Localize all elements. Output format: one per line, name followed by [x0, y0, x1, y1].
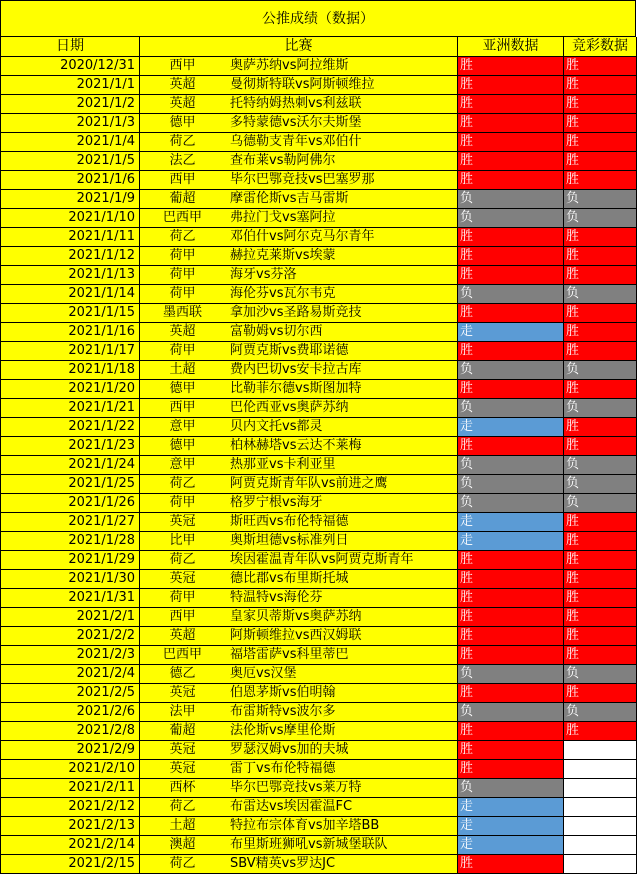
table-row: [0, 171, 637, 190]
table-row: [0, 836, 637, 855]
league-cell[interactable]: 葡超: [140, 722, 225, 741]
table-row: [0, 646, 637, 665]
date-cell[interactable]: 2021/1/21: [0, 399, 140, 418]
match-cell[interactable]: 罗瑟汉姆vs加的夫城: [225, 741, 458, 760]
lottery-result-cell[interactable]: 负: [564, 475, 637, 494]
asia-result-cell[interactable]: 胜: [458, 228, 564, 247]
date-cell[interactable]: 2021/1/30: [0, 570, 140, 589]
lottery-result-cell[interactable]: [564, 836, 637, 855]
league-cell[interactable]: 荷乙: [140, 798, 225, 817]
table-row: [0, 456, 637, 475]
league-cell[interactable]: 英超: [140, 76, 225, 95]
match-cell[interactable]: 海伦芬vs瓦尔韦克: [225, 285, 458, 304]
table-row: [0, 399, 637, 418]
league-cell[interactable]: 荷甲: [140, 247, 225, 266]
date-cell[interactable]: 2021/1/23: [0, 437, 140, 456]
match-cell[interactable]: 赫拉克莱斯vs埃蒙: [225, 247, 458, 266]
lottery-result-cell[interactable]: 胜: [564, 133, 637, 152]
date-cell[interactable]: 2021/1/31: [0, 589, 140, 608]
lottery-result-cell[interactable]: 胜: [564, 171, 637, 190]
asia-result-cell[interactable]: 胜: [458, 57, 564, 76]
asia-result-cell[interactable]: 胜: [458, 437, 564, 456]
league-cell[interactable]: 荷乙: [140, 133, 225, 152]
date-cell[interactable]: 2021/2/8: [0, 722, 140, 741]
match-cell[interactable]: 皇家贝蒂斯vs奥萨苏纳: [225, 608, 458, 627]
lottery-result-cell[interactable]: [564, 817, 637, 836]
lottery-result-cell[interactable]: 负: [564, 494, 637, 513]
date-cell[interactable]: 2021/1/26: [0, 494, 140, 513]
league-cell[interactable]: 意甲: [140, 456, 225, 475]
lottery-result-cell[interactable]: 负: [564, 703, 637, 722]
date-cell[interactable]: 2021/2/11: [0, 779, 140, 798]
table-row: [0, 323, 637, 342]
league-cell[interactable]: 德乙: [140, 665, 225, 684]
lottery-result-cell[interactable]: 胜: [564, 532, 637, 551]
date-cell[interactable]: 2021/2/2: [0, 627, 140, 646]
date-cell[interactable]: 2021/1/17: [0, 342, 140, 361]
table-row: [0, 722, 637, 741]
lottery-result-cell[interactable]: 负: [564, 456, 637, 475]
match-cell[interactable]: 邓伯什vs阿尔克马尔青年: [225, 228, 458, 247]
league-cell[interactable]: 比甲: [140, 532, 225, 551]
asia-result-cell[interactable]: 负: [458, 399, 564, 418]
league-cell[interactable]: 荷甲: [140, 342, 225, 361]
date-cell[interactable]: 2021/2/10: [0, 760, 140, 779]
league-cell[interactable]: 英冠: [140, 760, 225, 779]
asia-result-cell[interactable]: 胜: [458, 589, 564, 608]
table-row: [0, 95, 637, 114]
match-cell[interactable]: 格罗宁根vs海牙: [225, 494, 458, 513]
match-cell[interactable]: 雷丁vs布伦特福德: [225, 760, 458, 779]
asia-result-cell[interactable]: 走: [458, 798, 564, 817]
lottery-result-cell[interactable]: 胜: [564, 380, 637, 399]
match-cell[interactable]: 德比郡vs布里斯托城: [225, 570, 458, 589]
table-row: [0, 342, 637, 361]
date-cell[interactable]: 2021/1/5: [0, 152, 140, 171]
asia-result-cell[interactable]: 胜: [458, 741, 564, 760]
table-row: [0, 589, 637, 608]
table-row: [0, 418, 637, 437]
match-cell[interactable]: 奥厄vs汉堡: [225, 665, 458, 684]
table-row: [0, 247, 637, 266]
lottery-result-cell[interactable]: 胜: [564, 266, 637, 285]
league-cell[interactable]: 英超: [140, 627, 225, 646]
asia-result-cell[interactable]: 胜: [458, 627, 564, 646]
table-row: [0, 627, 637, 646]
asia-result-cell[interactable]: 胜: [458, 342, 564, 361]
lottery-result-cell[interactable]: 负: [564, 190, 637, 209]
asia-result-cell[interactable]: 胜: [458, 684, 564, 703]
asia-result-cell[interactable]: 走: [458, 323, 564, 342]
asia-result-cell[interactable]: 负: [458, 361, 564, 380]
match-cell[interactable]: 特温特vs海伦芬: [225, 589, 458, 608]
date-cell[interactable]: 2021/1/4: [0, 133, 140, 152]
asia-result-cell[interactable]: 负: [458, 456, 564, 475]
date-cell[interactable]: 2021/1/6: [0, 171, 140, 190]
asia-result-cell[interactable]: 走: [458, 836, 564, 855]
match-cell[interactable]: 乌德勒支青年vs邓伯什: [225, 133, 458, 152]
date-cell[interactable]: 2021/2/5: [0, 684, 140, 703]
lottery-result-cell[interactable]: 负: [564, 399, 637, 418]
date-cell[interactable]: 2021/1/11: [0, 228, 140, 247]
lottery-result-cell[interactable]: 负: [564, 361, 637, 380]
lottery-result-cell[interactable]: [564, 760, 637, 779]
table-row: [0, 684, 637, 703]
table-row: [0, 266, 637, 285]
match-cell[interactable]: 阿贾克斯青年队vs前进之鹰: [225, 475, 458, 494]
match-cell[interactable]: 斯旺西vs布伦特福德: [225, 513, 458, 532]
date-cell[interactable]: 2021/1/14: [0, 285, 140, 304]
asia-result-cell[interactable]: 胜: [458, 608, 564, 627]
table-row: [0, 817, 637, 836]
date-cell[interactable]: 2021/1/16: [0, 323, 140, 342]
match-cell[interactable]: 曼彻斯特联vs阿斯顿维拉: [225, 76, 458, 95]
league-cell[interactable]: 德甲: [140, 437, 225, 456]
league-cell[interactable]: 英超: [140, 323, 225, 342]
match-cell[interactable]: 特拉布宗体育vs加辛塔BB: [225, 817, 458, 836]
asia-result-cell[interactable]: 负: [458, 779, 564, 798]
date-cell[interactable]: 2021/1/12: [0, 247, 140, 266]
asia-result-cell[interactable]: 胜: [458, 171, 564, 190]
asia-result-cell[interactable]: 胜: [458, 646, 564, 665]
lottery-result-cell[interactable]: 胜: [564, 152, 637, 171]
header-match[interactable]: 比赛: [140, 37, 458, 57]
league-cell[interactable]: 西甲: [140, 608, 225, 627]
date-cell[interactable]: 2021/1/18: [0, 361, 140, 380]
league-cell[interactable]: 荷甲: [140, 285, 225, 304]
lottery-result-cell[interactable]: 胜: [564, 513, 637, 532]
date-cell[interactable]: 2021/2/3: [0, 646, 140, 665]
lottery-result-cell[interactable]: 胜: [564, 589, 637, 608]
lottery-result-cell[interactable]: [564, 855, 637, 874]
date-cell[interactable]: 2021/1/27: [0, 513, 140, 532]
match-cell[interactable]: 埃因霍温青年队vs阿贾克斯青年: [225, 551, 458, 570]
match-cell[interactable]: 阿贾克斯vs费耶诺德: [225, 342, 458, 361]
match-cell[interactable]: 布雷斯特vs波尔多: [225, 703, 458, 722]
date-cell[interactable]: 2021/1/25: [0, 475, 140, 494]
date-cell[interactable]: 2021/1/13: [0, 266, 140, 285]
date-cell[interactable]: 2021/2/15: [0, 855, 140, 874]
lottery-result-cell[interactable]: 胜: [564, 418, 637, 437]
asia-result-cell[interactable]: 胜: [458, 247, 564, 266]
league-cell[interactable]: 英超: [140, 95, 225, 114]
table-row: [0, 209, 637, 228]
table-row: [0, 703, 637, 722]
asia-result-cell[interactable]: 负: [458, 494, 564, 513]
league-cell[interactable]: 葡超: [140, 190, 225, 209]
asia-result-cell[interactable]: 胜: [458, 133, 564, 152]
league-cell[interactable]: 墨西联: [140, 304, 225, 323]
league-cell[interactable]: 荷乙: [140, 855, 225, 874]
match-cell[interactable]: 费内巴切vs安卡拉古库: [225, 361, 458, 380]
match-cell[interactable]: 伯恩茅斯vs伯明翰: [225, 684, 458, 703]
asia-result-cell[interactable]: 胜: [458, 855, 564, 874]
match-cell[interactable]: SBV精英vs罗达JC: [225, 855, 458, 874]
lottery-result-cell[interactable]: 胜: [564, 95, 637, 114]
date-cell[interactable]: 2021/2/1: [0, 608, 140, 627]
league-cell[interactable]: 西杯: [140, 779, 225, 798]
match-cell[interactable]: 弗拉门戈vs塞阿拉: [225, 209, 458, 228]
table-row: [0, 532, 637, 551]
date-cell[interactable]: 2021/2/14: [0, 836, 140, 855]
league-cell[interactable]: 法甲: [140, 703, 225, 722]
lottery-result-cell[interactable]: 负: [564, 209, 637, 228]
lottery-result-cell[interactable]: 胜: [564, 342, 637, 361]
table-row: [0, 475, 637, 494]
match-cell[interactable]: 奥萨苏纳vs阿拉维斯: [225, 57, 458, 76]
lottery-result-cell[interactable]: 胜: [564, 76, 637, 95]
match-cell[interactable]: 贝内文托vs都灵: [225, 418, 458, 437]
lottery-result-cell[interactable]: 胜: [564, 304, 637, 323]
league-cell[interactable]: 英冠: [140, 684, 225, 703]
match-cell[interactable]: 柏林赫塔vs云达不莱梅: [225, 437, 458, 456]
table-row: [0, 304, 637, 323]
match-cell[interactable]: 阿斯顿维拉vs西汉姆联: [225, 627, 458, 646]
league-cell[interactable]: 英冠: [140, 513, 225, 532]
date-cell[interactable]: 2021/1/28: [0, 532, 140, 551]
league-cell[interactable]: 德甲: [140, 380, 225, 399]
lottery-result-cell[interactable]: 胜: [564, 57, 637, 76]
asia-result-cell[interactable]: 走: [458, 532, 564, 551]
table-row: [0, 741, 637, 760]
asia-result-cell[interactable]: 胜: [458, 114, 564, 133]
league-cell[interactable]: 意甲: [140, 418, 225, 437]
lottery-result-cell[interactable]: 胜: [564, 608, 637, 627]
match-cell[interactable]: 热那亚vs卡利亚里: [225, 456, 458, 475]
table-row: [0, 190, 637, 209]
asia-result-cell[interactable]: 胜: [458, 760, 564, 779]
table-row: [0, 361, 637, 380]
sheet-title: 公推成绩（数据）: [0, 0, 636, 37]
league-cell[interactable]: 法乙: [140, 152, 225, 171]
league-cell[interactable]: 土超: [140, 361, 225, 380]
league-cell[interactable]: 西甲: [140, 171, 225, 190]
date-cell[interactable]: 2021/2/9: [0, 741, 140, 760]
date-cell[interactable]: 2021/1/1: [0, 76, 140, 95]
match-cell[interactable]: 多特蒙德vs沃尔夫斯堡: [225, 114, 458, 133]
table-row: [0, 228, 637, 247]
table-row: [0, 760, 637, 779]
match-cell[interactable]: 布里斯班狮吼vs新城堡联队: [225, 836, 458, 855]
match-cell[interactable]: 摩雷伦斯vs吉马雷斯: [225, 190, 458, 209]
lottery-result-cell[interactable]: 胜: [564, 228, 637, 247]
header-date[interactable]: 日期: [0, 37, 140, 57]
match-cell[interactable]: 毕尔巴鄂竞技vs巴塞罗那: [225, 171, 458, 190]
table-row: [0, 76, 637, 95]
table-row: [0, 855, 637, 874]
asia-result-cell[interactable]: 胜: [458, 570, 564, 589]
table-row: [0, 798, 637, 817]
league-cell[interactable]: 巴西甲: [140, 209, 225, 228]
table-row: [0, 114, 637, 133]
asia-result-cell[interactable]: 胜: [458, 380, 564, 399]
table-row: [0, 152, 637, 171]
table-row: [0, 513, 637, 532]
league-cell[interactable]: 澳超: [140, 836, 225, 855]
asia-result-cell[interactable]: 胜: [458, 152, 564, 171]
lottery-result-cell[interactable]: 胜: [564, 684, 637, 703]
lottery-result-cell[interactable]: 胜: [564, 722, 637, 741]
lottery-result-cell[interactable]: 胜: [564, 114, 637, 133]
lottery-result-cell[interactable]: 胜: [564, 551, 637, 570]
date-cell[interactable]: 2021/1/29: [0, 551, 140, 570]
match-cell[interactable]: 毕尔巴鄂竞技vs莱万特: [225, 779, 458, 798]
date-cell[interactable]: 2021/2/4: [0, 665, 140, 684]
date-cell[interactable]: 2021/1/24: [0, 456, 140, 475]
league-cell[interactable]: 荷乙: [140, 475, 225, 494]
date-cell[interactable]: 2021/1/10: [0, 209, 140, 228]
date-cell[interactable]: 2021/1/15: [0, 304, 140, 323]
asia-result-cell[interactable]: 走: [458, 513, 564, 532]
asia-result-cell[interactable]: 负: [458, 190, 564, 209]
lottery-result-cell[interactable]: 胜: [564, 570, 637, 589]
table-row: [0, 285, 637, 304]
header-lottery[interactable]: 竞彩数据: [564, 37, 637, 57]
asia-result-cell[interactable]: 胜: [458, 722, 564, 741]
lottery-result-cell[interactable]: 胜: [564, 247, 637, 266]
match-cell[interactable]: 海牙vs芬洛: [225, 266, 458, 285]
table-row: [0, 665, 637, 684]
asia-result-cell[interactable]: 胜: [458, 551, 564, 570]
date-cell[interactable]: 2020/12/31: [0, 57, 140, 76]
table-row: [0, 779, 637, 798]
table-row: [0, 494, 637, 513]
header-asia[interactable]: 亚洲数据: [458, 37, 564, 57]
league-cell[interactable]: 西甲: [140, 57, 225, 76]
league-cell[interactable]: 巴西甲: [140, 646, 225, 665]
asia-result-cell[interactable]: 胜: [458, 76, 564, 95]
lottery-result-cell[interactable]: [564, 741, 637, 760]
league-cell[interactable]: 荷乙: [140, 228, 225, 247]
lottery-result-cell[interactable]: 胜: [564, 627, 637, 646]
table-row: [0, 551, 637, 570]
asia-result-cell[interactable]: 走: [458, 418, 564, 437]
lottery-result-cell[interactable]: [564, 798, 637, 817]
lottery-result-cell[interactable]: 胜: [564, 437, 637, 456]
date-cell[interactable]: 2021/1/3: [0, 114, 140, 133]
match-cell[interactable]: 法伦斯vs摩里伦斯: [225, 722, 458, 741]
asia-result-cell[interactable]: 胜: [458, 266, 564, 285]
date-cell[interactable]: 2021/1/20: [0, 380, 140, 399]
asia-result-cell[interactable]: 胜: [458, 304, 564, 323]
match-cell[interactable]: 拿加沙vs圣路易斯竞技: [225, 304, 458, 323]
asia-result-cell[interactable]: 负: [458, 475, 564, 494]
asia-result-cell[interactable]: 负: [458, 703, 564, 722]
league-cell[interactable]: 荷乙: [140, 551, 225, 570]
table-row: [0, 437, 637, 456]
asia-result-cell[interactable]: 负: [458, 665, 564, 684]
date-cell[interactable]: 2021/2/13: [0, 817, 140, 836]
match-cell[interactable]: 福塔雷萨vs科里蒂巴: [225, 646, 458, 665]
asia-result-cell[interactable]: 负: [458, 209, 564, 228]
league-cell[interactable]: 西甲: [140, 399, 225, 418]
match-cell[interactable]: 查布莱vs勒阿佛尔: [225, 152, 458, 171]
asia-result-cell[interactable]: 负: [458, 285, 564, 304]
date-cell[interactable]: 2021/2/12: [0, 798, 140, 817]
match-cell[interactable]: 托特纳姆热刺vs利兹联: [225, 95, 458, 114]
match-cell[interactable]: 巴伦西亚vs奥萨苏纳: [225, 399, 458, 418]
date-cell[interactable]: 2021/1/9: [0, 190, 140, 209]
date-cell[interactable]: 2021/1/2: [0, 95, 140, 114]
league-cell[interactable]: 英冠: [140, 741, 225, 760]
match-cell[interactable]: 奥斯坦德vs标准列日: [225, 532, 458, 551]
match-cell[interactable]: 布雷达vs埃因霍温FC: [225, 798, 458, 817]
league-cell[interactable]: 土超: [140, 817, 225, 836]
league-cell[interactable]: 荷甲: [140, 266, 225, 285]
lottery-result-cell[interactable]: 负: [564, 665, 637, 684]
league-cell[interactable]: 荷甲: [140, 494, 225, 513]
league-cell[interactable]: 德甲: [140, 114, 225, 133]
lottery-result-cell[interactable]: 负: [564, 285, 637, 304]
lottery-result-cell[interactable]: 胜: [564, 646, 637, 665]
lottery-result-cell[interactable]: [564, 779, 637, 798]
table-row: [0, 133, 637, 152]
date-cell[interactable]: 2021/2/6: [0, 703, 140, 722]
table-row: [0, 380, 637, 399]
match-cell[interactable]: 富勒姆vs切尔西: [225, 323, 458, 342]
asia-result-cell[interactable]: 走: [458, 817, 564, 836]
table-row: [0, 57, 637, 76]
table-row: [0, 570, 637, 589]
asia-result-cell[interactable]: 胜: [458, 95, 564, 114]
league-cell[interactable]: 荷甲: [140, 589, 225, 608]
date-cell[interactable]: 2021/1/22: [0, 418, 140, 437]
league-cell[interactable]: 英冠: [140, 570, 225, 589]
match-cell[interactable]: 比勒菲尔德vs斯图加特: [225, 380, 458, 399]
lottery-result-cell[interactable]: 胜: [564, 323, 637, 342]
table-row: [0, 608, 637, 627]
